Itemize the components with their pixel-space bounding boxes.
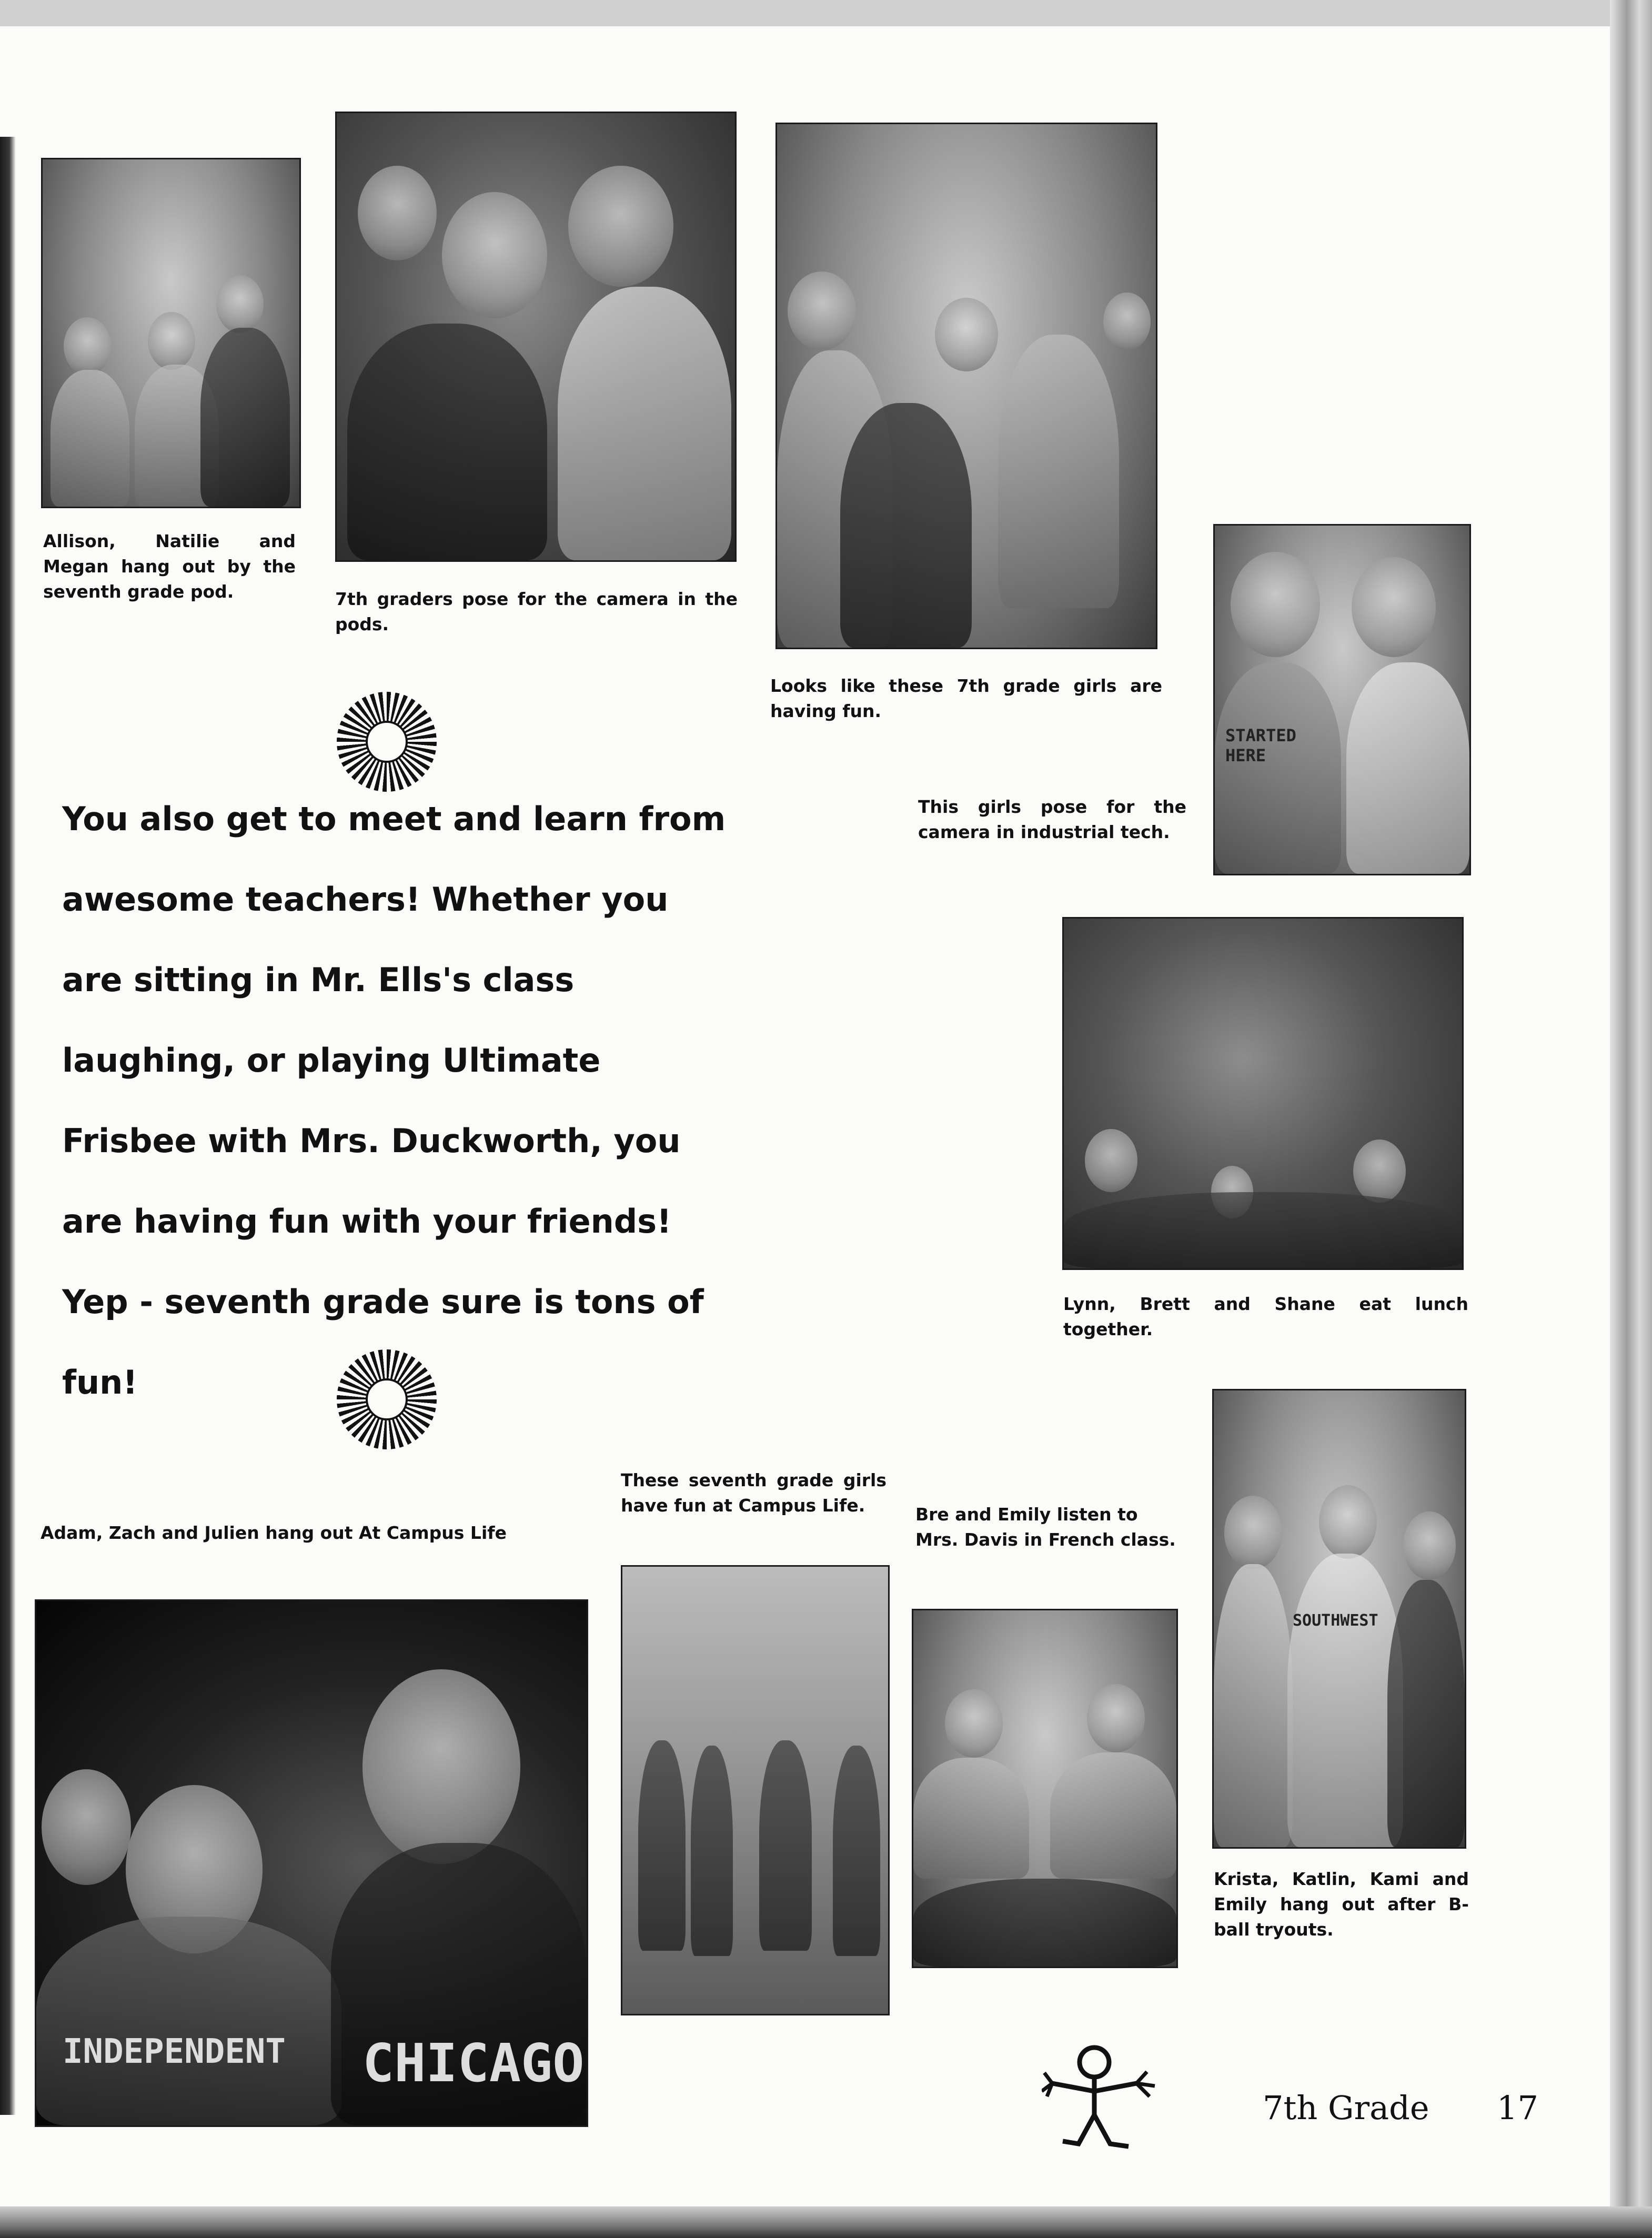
page-number: 17: [1497, 2089, 1538, 2127]
binding-shadow: [0, 137, 16, 2115]
photo-french-class: [912, 1609, 1178, 1968]
caption-adam-zach-julien: Adam, Zach and Julien hang out At Campus Life: [41, 1523, 507, 1543]
photo-campus-life-girls: [621, 1565, 890, 2015]
caption-campus-life-girls: These seventh grade girls have fun at Campus Life.: [621, 1470, 887, 1516]
photo-7th-graders-pods: [335, 112, 737, 562]
shirt-text-independent: INDEPENDENT: [63, 2032, 286, 2071]
photo-adam-zach-julien: [35, 1599, 588, 2127]
caption-industrial-tech: This girls pose for the camera in industrial tech.: [918, 797, 1186, 842]
shirt-text-southwest: SOUTHWEST: [1293, 1611, 1378, 1630]
caption-french-class: Bre and Emily listen to Mrs. Davis in French class.: [915, 1504, 1176, 1550]
caption-krista-katlin-kami-emily: Krista, Katlin, Kami and Emily hang out after B-ball tryouts.: [1214, 1869, 1469, 1940]
caption-lunch: Lynn, Brett and Shane eat lunch together.: [1063, 1294, 1468, 1339]
footer-section-label: 7th Grade: [1263, 2089, 1429, 2127]
stick-figure-icon: [1042, 2041, 1157, 2152]
page-edge-right: [1610, 0, 1652, 2238]
photo-allison-natilie-megan: [41, 158, 301, 508]
sun-decoration-bottom: [337, 1349, 437, 1449]
photo-lunch: [1062, 917, 1464, 1270]
photo-krista-katlin-kami-emily: [1212, 1389, 1466, 1849]
body-copy: You also get to meet and learn from awesome teachers! Whether you are sitting in Mr. Ells's class laughing, or playing Ultimate Frisbee with Mrs. Duckworth, you are having fun with your friends! Yep - seventh grade sure is tons of fun!: [62, 800, 726, 1402]
shirt-text-chicago: CHICAGO: [362, 2032, 585, 2094]
caption-girls-having-fun: Looks like these 7th grade girls are having fun.: [770, 676, 1162, 721]
photo-industrial-tech: [1213, 524, 1471, 875]
shirt-text-started-here: STARTED HERE: [1225, 725, 1296, 765]
caption-allison-natilie-megan: Allison, Natilie and Megan hang out by the seventh grade pod.: [43, 531, 296, 602]
photo-girls-having-fun: [775, 123, 1157, 649]
page-edge-bottom: [0, 2206, 1652, 2238]
sun-decoration-top: [337, 692, 437, 792]
caption-7th-graders-pods: 7th graders pose for the camera in the pods.: [335, 589, 738, 634]
